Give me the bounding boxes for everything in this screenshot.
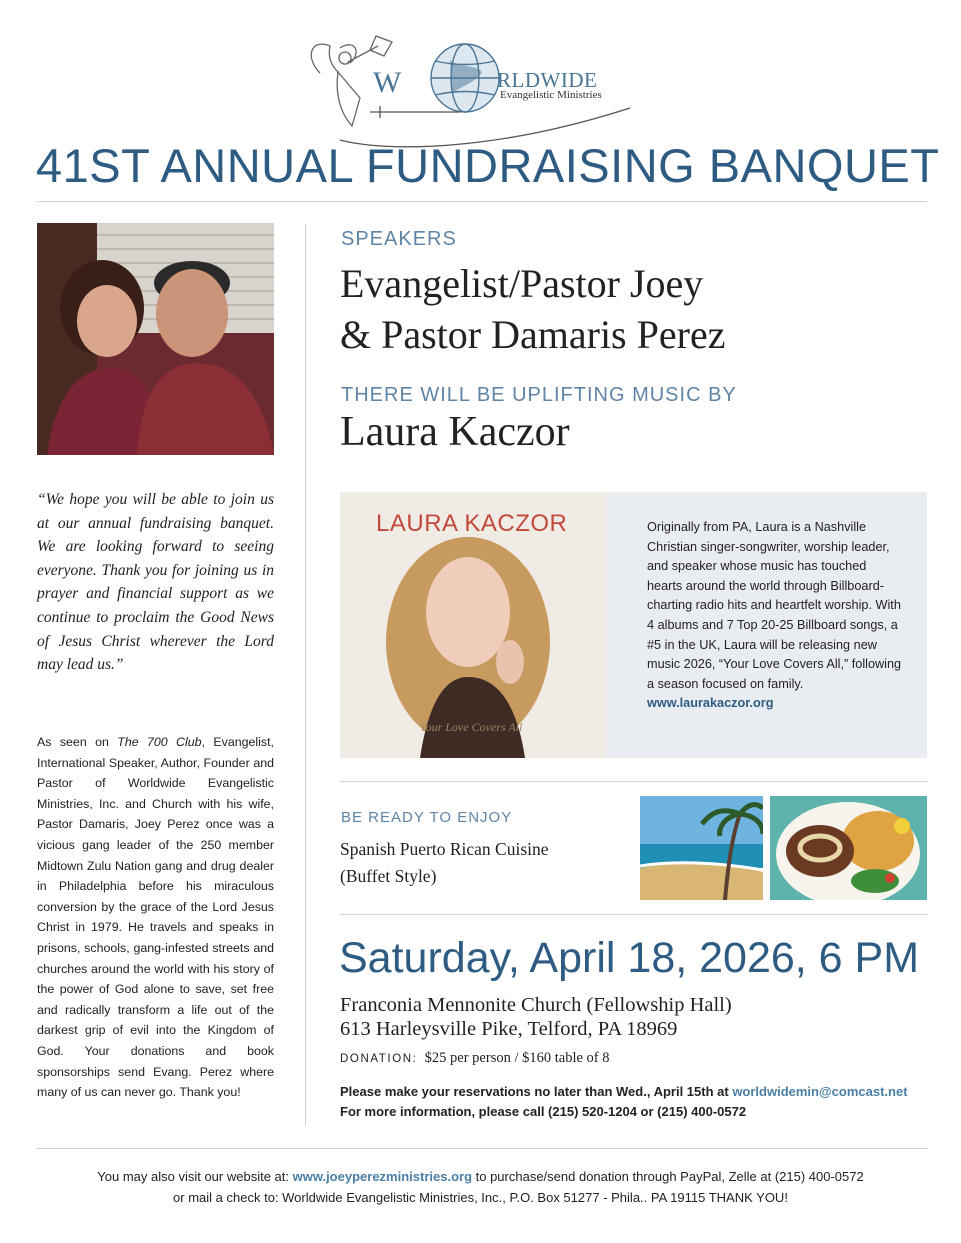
- speakers-label: SPEAKERS: [341, 228, 457, 250]
- mailing-address: or mail a check to: Worldwide Evangelistic Ministries, Inc., P.O. Box 51277 - Phila.. PA 19115 THANK YOU!: [173, 1190, 788, 1205]
- column-divider: [305, 224, 306, 1126]
- speaker-bio: As seen on The 700 Club, Evangelist, International Speaker, Author, Founder and Pastor of Worldwide Evangelistic Ministries, Inc. and Church with his wife, Pastor Damaris, Joey Perez once was a vicious gang leader of the 250 member Midtown Zulu Nation gang and drug dealer in Philadelphia before his miraculous conversion by the grace of the Lord Jesus Christ in 1979. He travels and speaks in prisons, schools, gang-infested streets and churches around the world with his story of the power of God alone to save, set free and radically transform a life out of the darkest grip of evil into the Kingdom of God. Your donations and book sponsorships send Evang. Perez where many of us can never go. Thank you!: [37, 735, 274, 1100]
- enjoy-label: BE READY TO ENJOY: [341, 809, 513, 826]
- musician-bio: Originally from PA, Laura is a Nashville Christian singer-songwriter, worship leader, and speaker whose music has touched hearts around the world through Billboard-charting radio hits and heartfelt worship. With 4 albums and 7 Top 20-25 Billboard songs, a #5 in the UK, Laura will be releasing new music 2026, “Your Love Covers All,” following a season focused on family. www.laurakaczor.org: [647, 518, 902, 714]
- logo-subtitle: Evangelistic Ministries: [500, 89, 602, 101]
- page-title: 41ST ANNUAL FUNDRAISING BANQUET: [36, 139, 940, 192]
- donation-label: DONATION:: [340, 1053, 418, 1065]
- event-date: Saturday, April 18, 2026, 6 PM: [339, 934, 920, 982]
- logo-name: RLDWIDE: [497, 68, 598, 92]
- reservation-email-link[interactable]: worldwidemin@comcast.net: [732, 1084, 908, 1099]
- album-cover: [340, 492, 606, 758]
- donation-info: [340, 1050, 610, 1067]
- globe-icon: [431, 44, 499, 112]
- music-divider: [340, 781, 927, 782]
- event-venue: [340, 993, 732, 1041]
- contact-phones: For more information, please call (215) 520-1204 or (215) 400-0572: [340, 1104, 747, 1119]
- food-divider: [340, 914, 927, 915]
- speakers-line-2: & Pastor Damaris Perez: [340, 312, 726, 357]
- reservation-info: Please make your reservations no later than Wed., April 15th at worldwidemin@comcast.net For more information, please call (215) 520-1204 or (215) 400-0572: [340, 1082, 908, 1122]
- logo-initial: W: [373, 66, 402, 99]
- title-divider: [37, 201, 927, 202]
- show-name: The 700 Club: [117, 735, 202, 749]
- speakers-line-1: Evangelist/Pastor Joey: [340, 261, 704, 306]
- footer-divider: [37, 1148, 927, 1149]
- welcome-quote: “We hope you will be able to join us at our annual fundraising banquet. We are looking forward to seeing everyone. Thank you for joining us in prayer and financial support as we continue to proclaim the Good News of Jesus Christ wherever the Lord may lead us.”: [37, 491, 274, 674]
- musician-name: Laura Kaczor: [340, 409, 570, 455]
- musician-panel: [340, 492, 927, 758]
- venue-address: 613 Harleysville Pike, Telford, PA 18969: [340, 1018, 678, 1040]
- ministry-website-link[interactable]: www.joeyperezministries.org: [292, 1169, 473, 1184]
- music-label: THERE WILL BE UPLIFTING MUSIC BY: [341, 384, 737, 406]
- donation-value: $25 per person / $160 table of 8: [424, 1050, 610, 1066]
- beach-photo: [640, 796, 763, 900]
- cuisine-text: Spanish Puerto Rican Cuisine (Buffet Style): [340, 839, 549, 886]
- musician-website-link[interactable]: www.laurakaczor.org: [647, 696, 774, 711]
- speakers-names: [340, 258, 930, 360]
- album-title: Your Love Covers All: [420, 720, 523, 734]
- footer: You may also visit our website at: www.joeyperezministries.org to purchase/send donation through PayPal, Zelle at (215) 400-0572 or mail a check to: Worldwide Evangelistic Ministries, Inc., P.O. Box 51277 - Phila.. PA 19115 THANK YOU!: [0, 1166, 961, 1208]
- food-photo: [770, 796, 927, 900]
- speakers-photo: [37, 223, 274, 455]
- album-artist: LAURA KACZOR: [376, 510, 568, 537]
- venue-name: Franconia Mennonite Church (Fellowship Hall): [340, 994, 732, 1016]
